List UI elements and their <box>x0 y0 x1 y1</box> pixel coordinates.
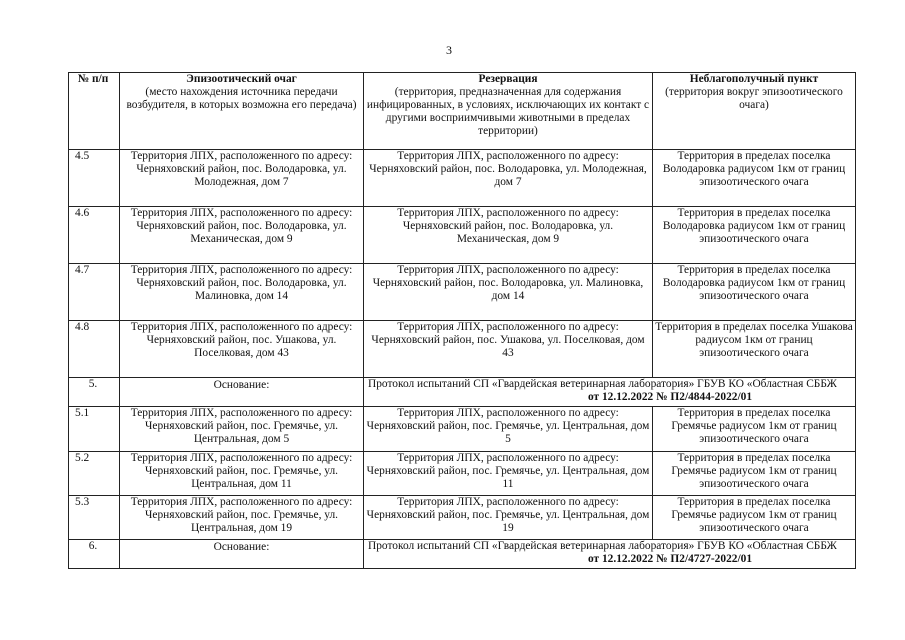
header-reservation-subtitle: (территория, предназначенная для содержания инфицированных, в условиях, исключающих их контакт с другими восприимчивыми животными в пределах территории) <box>366 86 650 137</box>
row-focus: Территория ЛПХ, расположенного по адресу: Черняховский район, пос. Ушакова, ул. Поселковая, дом 43 <box>120 321 364 378</box>
row-point: Территория в пределах поселка Володаровка радиусом 1км от границ эпизоотического очага <box>653 207 856 264</box>
row-num: 5.3 <box>69 496 120 540</box>
row-num: 4.6 <box>69 207 120 264</box>
row-point: Территория в пределах поселка Гремячье радиусом 1км от границ эпизоотического очага <box>653 407 856 452</box>
basis-num: 5. <box>69 378 120 407</box>
header-focus <box>120 73 364 150</box>
table-row <box>69 452 856 496</box>
table-header-row <box>69 73 856 150</box>
table-row <box>69 321 856 378</box>
basis-protocol: Протокол испытаний СП «Гвардейская ветеринарная лаборатория» ГБУВ КО «Областная СББЖ <box>368 540 837 552</box>
header-num: № п/п <box>69 73 120 150</box>
row-reservation: Территория ЛПХ, расположенного по адресу: Черняховский район, пос. Гремячье, ул. Центральная, дом 5 <box>364 407 653 452</box>
table-row <box>69 207 856 264</box>
row-reservation: Территория ЛПХ, расположенного по адресу: Черняховский район, пос. Володаровка, ул. Механическая, дом 9 <box>364 207 653 264</box>
basis-row <box>69 540 856 569</box>
row-reservation: Территория ЛПХ, расположенного по адресу: Черняховский район, пос. Володаровка, ул. Молодежная, дом 7 <box>364 150 653 207</box>
row-focus: Территория ЛПХ, расположенного по адресу: Черняховский район, пос. Володаровка, ул. Молодежная, дом 7 <box>120 150 364 207</box>
quarantine-table <box>68 72 856 569</box>
basis-protocol: Протокол испытаний СП «Гвардейская ветеринарная лаборатория» ГБУВ КО «Областная СББЖ <box>368 378 837 390</box>
basis-label: Основание: <box>120 540 364 569</box>
row-reservation: Территория ЛПХ, расположенного по адресу: Черняховский район, пос. Гремячье, ул. Центральная, дом 11 <box>364 452 653 496</box>
row-num: 4.7 <box>69 264 120 321</box>
row-point: Территория в пределах поселка Гремячье радиусом 1км от границ эпизоотического очага <box>653 452 856 496</box>
page-number: 3 <box>446 43 452 57</box>
row-point: Территория в пределах поселка Володаровка радиусом 1км от границ эпизоотического очага <box>653 264 856 321</box>
basis-reference: от 12.12.2022 № П2/4844-2022/01 <box>588 391 753 403</box>
header-focus-title: Эпизоотический очаг <box>186 73 297 85</box>
row-focus: Территория ЛПХ, расположенного по адресу: Черняховский район, пос. Гремячье, ул. Центральная, дом 11 <box>120 452 364 496</box>
header-reservation-title: Резервация <box>478 73 538 85</box>
basis-row <box>69 378 856 407</box>
row-point: Территория в пределах поселка Володаровка радиусом 1км от границ эпизоотического очага <box>653 150 856 207</box>
table-row <box>69 150 856 207</box>
row-num: 5.1 <box>69 407 120 452</box>
header-point <box>653 73 856 150</box>
basis-text <box>364 540 856 569</box>
row-focus: Территория ЛПХ, расположенного по адресу: Черняховский район, пос. Володаровка, ул. Механическая, дом 9 <box>120 207 364 264</box>
row-focus: Территория ЛПХ, расположенного по адресу: Черняховский район, пос. Гремячье, ул. Центральная, дом 5 <box>120 407 364 452</box>
row-focus: Территория ЛПХ, расположенного по адресу: Черняховский район, пос. Володаровка, ул. Малиновка, дом 14 <box>120 264 364 321</box>
basis-text <box>364 378 856 407</box>
basis-reference: от 12.12.2022 № П2/4727-2022/01 <box>588 553 753 565</box>
row-focus: Территория ЛПХ, расположенного по адресу: Черняховский район, пос. Гремячье, ул. Центральная, дом 19 <box>120 496 364 540</box>
row-reservation: Территория ЛПХ, расположенного по адресу: Черняховский район, пос. Гремячье, ул. Центральная, дом 19 <box>364 496 653 540</box>
basis-num: 6. <box>69 540 120 569</box>
row-reservation: Территория ЛПХ, расположенного по адресу: Черняховский район, пос. Ушакова, ул. Поселковая, дом 43 <box>364 321 653 378</box>
row-point: Территория в пределах поселка Ушакова радиусом 1км от границ эпизоотического очага <box>653 321 856 378</box>
table-row <box>69 407 856 452</box>
row-num: 5.2 <box>69 452 120 496</box>
row-num: 4.5 <box>69 150 120 207</box>
table-row <box>69 496 856 540</box>
table-row <box>69 264 856 321</box>
row-num: 4.8 <box>69 321 120 378</box>
header-focus-subtitle: (место нахождения источника передачи возбудителя, в которых возможна его передача) <box>126 86 357 111</box>
header-reservation <box>364 73 653 150</box>
header-point-title: Неблагополучный пункт <box>689 73 819 85</box>
row-point: Территория в пределах поселка Гремячье радиусом 1км от границ эпизоотического очага <box>653 496 856 540</box>
basis-label: Основание: <box>120 378 364 407</box>
row-reservation: Территория ЛПХ, расположенного по адресу: Черняховский район, пос. Володаровка, ул. Малиновка, дом 14 <box>364 264 653 321</box>
header-point-subtitle: (территория вокруг эпизоотического очага) <box>665 86 843 111</box>
